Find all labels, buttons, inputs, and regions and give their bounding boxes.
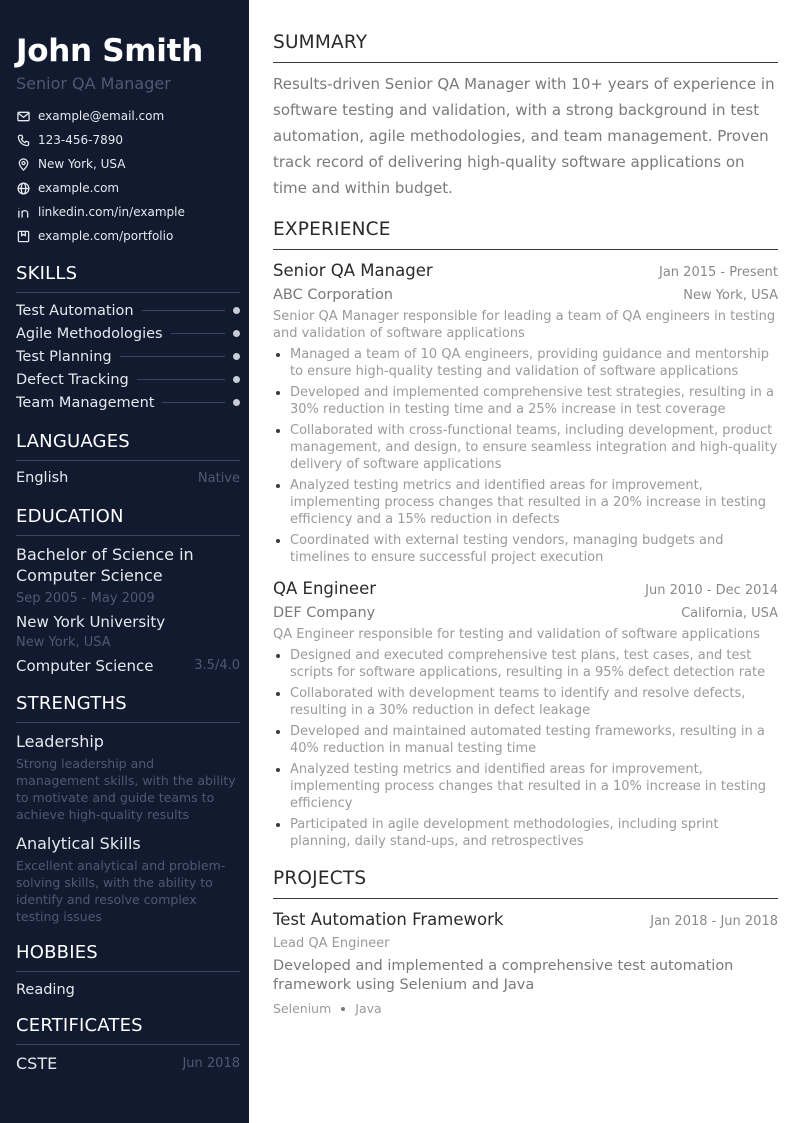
job-description: Senior QA Manager responsible for leading a team of QA engineers in testing and validation of software applications — [273, 309, 776, 341]
linkedin-icon — [16, 205, 30, 219]
project-title: Test Automation Framework — [273, 910, 504, 929]
job-location: California, USA — [681, 606, 778, 621]
job-bullet: Analyzed testing metrics and identified areas for improvement, implementing process changes that resulted in a 10% increase in testing efficiency — [273, 761, 778, 812]
job-bullet: Collaborated with cross-functional teams, including development, product management, and design, to ensure seamless integration and high-quality delivery of software applications — [273, 422, 778, 473]
hobbies-heading: HOBBIES — [16, 941, 240, 972]
summary-text: Results-driven Senior QA Manager with 10+ years of experience in software testing and validation, with a strong background in test automation, agile methodologies, and team management. Proven track record of delivering high-quality software applications on time and within budget. — [273, 75, 775, 197]
job-dates: Jan 2015 - Present — [659, 265, 778, 280]
contact-phone-text: 123-456-7890 — [38, 133, 124, 147]
education-field-row — [16, 656, 240, 676]
contact-website[interactable] — [16, 176, 240, 200]
contact-location-text: New York, USA — [38, 157, 126, 171]
job-bullet: Collaborated with development teams to identify and resolve defects, resulting in a 30% reduction in defect leakage — [273, 685, 778, 719]
job-bullets — [273, 346, 778, 566]
skill-name: Agile Methodologies — [16, 325, 163, 342]
job-description: QA Engineer responsible for testing and validation of software applications — [273, 627, 760, 642]
job-title-row — [273, 578, 778, 600]
location-pin-icon — [16, 157, 30, 171]
summary-heading: SUMMARY — [273, 30, 778, 63]
skill-name: Test Planning — [16, 348, 112, 365]
strength-title: Leadership — [16, 732, 104, 751]
language-item — [16, 465, 240, 491]
job-entry — [273, 578, 778, 850]
certificate-date: Jun 2018 — [182, 1056, 240, 1071]
candidate-role: Senior QA Manager — [16, 74, 171, 93]
skill-dot — [233, 307, 240, 314]
skill-item — [16, 299, 240, 322]
project-description: Developed and implemented a comprehensive test automation framework using Selenium and Java — [273, 958, 734, 993]
skill-dot — [233, 376, 240, 383]
education-location: New York, USA — [16, 635, 111, 650]
skill-item — [16, 322, 240, 345]
education-dates: Sep 2005 - May 2009 — [16, 591, 155, 606]
candidate-name: John Smith — [16, 33, 203, 69]
job-location: New York, USA — [683, 288, 778, 303]
phone-icon — [16, 133, 30, 147]
portfolio-icon — [16, 229, 30, 243]
strength-title: Analytical Skills — [16, 834, 141, 853]
job-entry — [273, 260, 778, 566]
education-degree: Bachelor of Science in Computer Science — [16, 545, 194, 585]
job-company-row — [273, 600, 778, 624]
skill-name: Defect Tracking — [16, 371, 129, 388]
skill-item — [16, 368, 240, 391]
contact-phone[interactable] — [16, 128, 240, 152]
projects-heading: PROJECTS — [273, 866, 778, 899]
project-role: Lead QA Engineer — [273, 936, 390, 951]
sidebar — [0, 0, 249, 1123]
contact-linkedin-text: linkedin.com/in/example — [38, 205, 185, 219]
skills-heading: SKILLS — [16, 262, 240, 293]
contact-portfolio-text: example.com/portfolio — [38, 229, 174, 243]
job-bullet: Analyzed testing metrics and identified areas for improvement, implementing process changes that resulted in a 20% increase in testing efficiency and a 15% reduction in defects — [273, 477, 778, 528]
job-company-row — [273, 282, 778, 306]
contact-email[interactable] — [16, 104, 240, 128]
education-field: Computer Science — [16, 657, 154, 675]
contact-email-text: example@email.com — [38, 109, 165, 123]
strength-desc: Strong leadership and management skills, with the ability to motivate and guide teams to achieve high-quality results — [16, 756, 236, 822]
job-bullets — [273, 647, 778, 850]
contact-website-text: example.com — [38, 181, 120, 195]
job-bullet: Managed a team of 10 QA engineers, providing guidance and mentorship to ensure high-quality testing and validation of software applications — [273, 346, 778, 380]
job-bullet: Designed and executed comprehensive test plans, test cases, and test scripts for software applications, resulting in a 95% defect detection rate — [273, 647, 778, 681]
experience-heading: EXPERIENCE — [273, 217, 778, 250]
email-icon — [16, 109, 30, 123]
project-tag: Selenium — [273, 1001, 332, 1016]
contact-portfolio[interactable] — [16, 224, 240, 248]
skills-list — [16, 299, 240, 414]
job-title: QA Engineer — [273, 579, 377, 598]
skill-line — [120, 356, 225, 357]
project-title-row — [273, 909, 778, 931]
job-bullet: Participated in agile development methodologies, including sprint planning, daily stand-ups, and retrospectives — [273, 816, 778, 850]
skill-item — [16, 345, 240, 368]
project-tags — [273, 1001, 778, 1016]
skill-name: Test Automation — [16, 302, 134, 319]
job-title-row — [273, 260, 778, 282]
certificate-item — [16, 1053, 240, 1075]
skill-line — [137, 379, 225, 380]
languages-heading: LANGUAGES — [16, 430, 240, 461]
projects-section — [273, 866, 778, 1016]
language-level: Native — [197, 470, 240, 486]
skill-line — [162, 402, 225, 403]
certificate-name: CSTE — [16, 1054, 58, 1073]
project-tag: Java — [355, 1001, 382, 1016]
job-bullet: Coordinated with external testing vendors, managing budgets and timelines to ensure successful project execution — [273, 532, 778, 566]
experience-section — [273, 217, 778, 850]
skill-item — [16, 391, 240, 414]
skill-dot — [233, 399, 240, 406]
project-dates: Jan 2018 - Jun 2018 — [650, 914, 778, 929]
skill-dot — [233, 353, 240, 360]
hobby-item: Reading — [16, 982, 75, 998]
skill-line — [142, 310, 225, 311]
globe-icon — [16, 181, 30, 195]
contact-linkedin[interactable] — [16, 200, 240, 224]
language-name: English — [16, 470, 69, 486]
job-bullet: Developed and maintained automated testing frameworks, resulting in a 40% reduction in manual testing time — [273, 723, 778, 757]
education-gpa: 3.5/4.0 — [194, 658, 240, 673]
contact-location — [16, 152, 240, 176]
strengths-heading: STRENGTHS — [16, 692, 240, 723]
job-bullet: Developed and implemented comprehensive test strategies, resulting in a 30% reduction in testing time and a 25% increase in test coverage — [273, 384, 778, 418]
skill-name: Team Management — [16, 394, 155, 411]
education-heading: EDUCATION — [16, 505, 240, 536]
contact-list — [16, 104, 240, 248]
main-content — [273, 30, 778, 1016]
job-dates: Jun 2010 - Dec 2014 — [645, 583, 778, 598]
project-entry — [273, 909, 778, 1016]
job-title: Senior QA Manager — [273, 261, 433, 280]
skill-dot — [233, 330, 240, 337]
certificates-heading: CERTIFICATES — [16, 1014, 240, 1045]
tag-separator — [341, 1007, 345, 1011]
strength-desc: Excellent analytical and problem-solving skills, with the ability to identify and resolve complex testing issues — [16, 858, 226, 924]
skill-line — [171, 333, 225, 334]
job-company: ABC Corporation — [273, 287, 394, 303]
job-company: DEF Company — [273, 605, 376, 621]
education-school: New York University — [16, 613, 166, 631]
